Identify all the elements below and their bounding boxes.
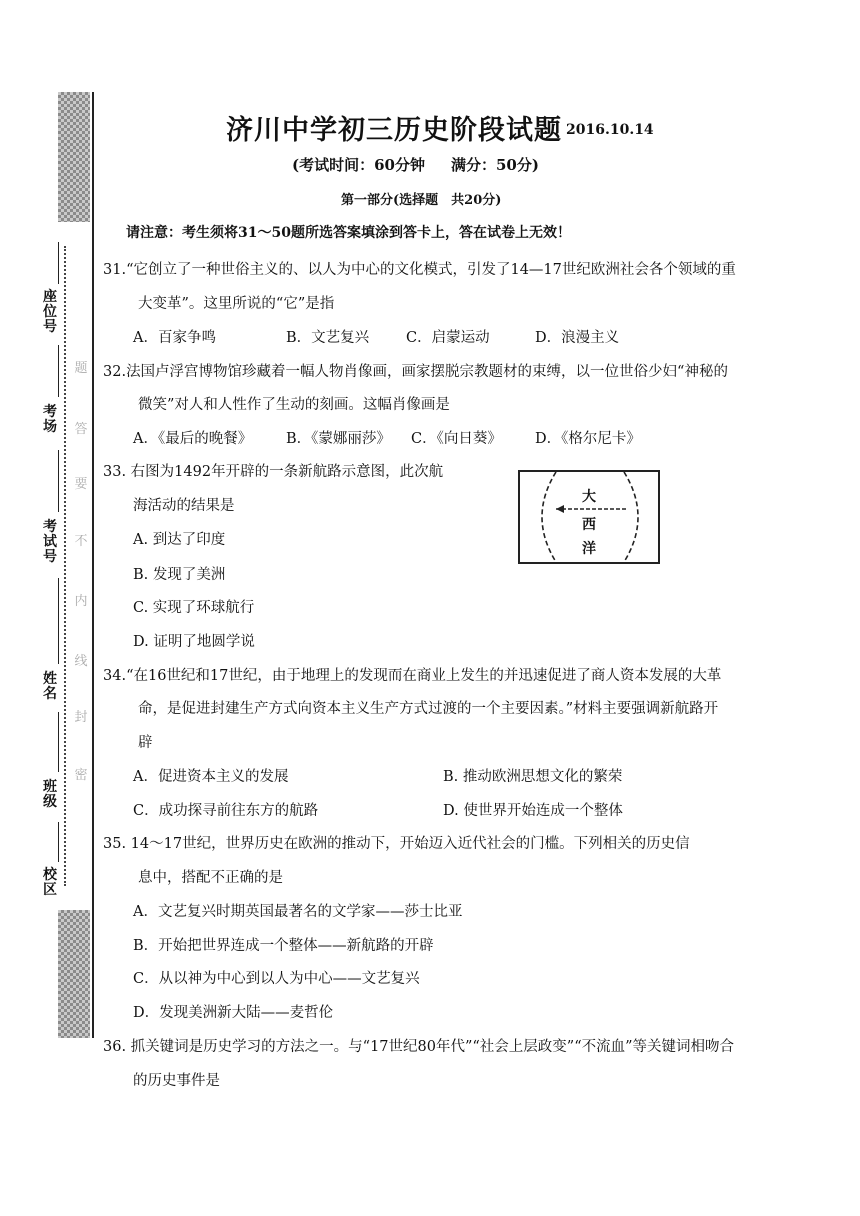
option-c: C．从以神为中心到以人为中心——文艺复兴 <box>133 971 420 987</box>
seal-char: 密 <box>74 768 88 783</box>
label-class: 班级 <box>43 779 57 810</box>
seal-char: 题 <box>74 361 88 376</box>
question-34 <box>103 664 721 685</box>
option-d: D．浪漫主义 <box>535 330 620 346</box>
question-36 <box>103 1035 734 1056</box>
fill-line <box>58 578 60 664</box>
option-d: D．发现美洲新大陆——麦哲伦 <box>133 1005 334 1021</box>
question-number: 31. <box>103 262 127 278</box>
fill-line <box>58 345 60 397</box>
question-text: 大变革”。这里所说的“它”是指 <box>138 296 335 312</box>
question-text: “在16世纪和17世纪，由于地理上的发现而在商业上发生的并迅速促进了商人资本发展的大革 <box>126 668 722 684</box>
question-text: 的历史事件是 <box>133 1073 220 1089</box>
question-text: 息中，搭配不正确的是 <box>138 870 283 886</box>
seal-char: 不 <box>74 534 88 549</box>
map-label: 西 <box>582 517 596 533</box>
option-b: B．开始把世界连成一个整体——新航路的开辟 <box>133 938 434 954</box>
option-a: A．《最后的晚餐》 <box>133 431 253 447</box>
checker-pattern-top <box>58 92 90 222</box>
fill-line <box>58 712 60 772</box>
label-exam-number: 考试号 <box>43 519 57 565</box>
binding-line <box>92 92 94 1038</box>
question-text: 抓关键词是历史学习的方法之一。与“17世纪80年代”“社会上层政变”“不流血”等关键词相吻合 <box>130 1039 735 1055</box>
exam-title: 济川中学初三历史阶段试题 <box>226 115 562 146</box>
route-arrow-icon <box>556 505 564 513</box>
seal-char: 内 <box>74 594 88 609</box>
fill-line <box>58 822 60 862</box>
option-c: C．《向日葵》 <box>411 431 502 447</box>
label-campus: 校区 <box>43 867 57 898</box>
question-31 <box>103 258 736 279</box>
exam-info <box>292 154 539 175</box>
option-a: A. 到达了印度 <box>133 532 226 548</box>
option-c: C. 实现了环球航行 <box>133 600 255 616</box>
option-c: C．成功探寻前往东方的航路 <box>133 803 319 819</box>
exam-date: 2016.10.14 <box>566 122 654 138</box>
question-number: 36. <box>103 1039 127 1055</box>
part-heading: 第一部分(选择题 共20分) <box>341 193 502 208</box>
seal-char: 线 <box>74 654 88 669</box>
fill-line <box>58 450 60 512</box>
question-text: 海活动的结果是 <box>133 498 235 514</box>
map-label: 洋 <box>582 541 596 557</box>
label-name: 姓名 <box>43 671 57 702</box>
option-a: A．促进资本主义的发展 <box>133 769 289 785</box>
exam-time: (考试时间：60分钟 <box>292 156 425 174</box>
fill-line <box>58 242 60 284</box>
option-a: A．百家争鸣 <box>133 330 216 346</box>
notice: 请注意：考生须将31～50题所选答案填涂到答卡上，答在试卷上无效！ <box>126 225 571 241</box>
option-b: B. 发现了美洲 <box>133 567 226 583</box>
label-exam-room: 考场 <box>43 404 57 435</box>
question-text: 法国卢浮宫博物馆珍藏着一幅人物肖像画，画家摆脱宗教题材的束缚，以一位世俗少妇“神秘的 <box>126 364 728 380</box>
question-text: “它创立了一种世俗主义的、以人为中心的文化模式，引发了14—17世纪欧洲社会各个领域的重 <box>126 262 736 278</box>
option-d: D. 证明了地圆学说 <box>133 634 255 650</box>
label-seat-number: 座位号 <box>43 289 57 335</box>
option-d: D. 使世界开始连成一个整体 <box>443 803 623 819</box>
binding-margin <box>0 0 110 1216</box>
checker-pattern-bottom <box>58 910 90 1038</box>
map-label: 大 <box>582 489 596 505</box>
question-number: 32. <box>103 364 127 380</box>
option-a: A．文艺复兴时期英国最著名的文学家——莎士比亚 <box>133 904 463 920</box>
coastline-left <box>542 472 556 562</box>
question-text: 命，是促进封建生产方式向资本主义生产方式过渡的一个主要因素。”材料主要强调新航路开 <box>138 701 719 717</box>
atlantic-route-map <box>518 470 660 564</box>
seal-char: 答 <box>74 422 88 437</box>
option-b: B．文艺复兴 <box>286 330 370 346</box>
option-b: B. 推动欧洲思想文化的繁荣 <box>443 769 623 785</box>
question-number: 33. <box>103 464 127 480</box>
question-35 <box>103 832 690 853</box>
question-32 <box>103 360 728 381</box>
question-text: 微笑”对人和人性作了生动的刻画。这幅肖像画是 <box>138 397 450 413</box>
dotted-seal-line <box>64 246 70 886</box>
seal-char: 封 <box>74 710 88 725</box>
option-c: C．启蒙运动 <box>406 330 490 346</box>
question-number: 35. <box>103 836 127 852</box>
question-text: 辟 <box>138 735 153 751</box>
option-b: B．《蒙娜丽莎》 <box>286 431 391 447</box>
question-text: 14～17世纪，世界历史在欧洲的推动下，开始迈入近代社会的门槛。下列相关的历史信 <box>130 836 690 852</box>
coastline-right <box>624 472 638 562</box>
question-number: 34. <box>103 668 127 684</box>
question-text: 右图为1492年开辟的一条新航路示意图，此次航 <box>130 464 444 480</box>
option-d: D．《格尔尼卡》 <box>535 431 641 447</box>
seal-char: 要 <box>74 477 88 492</box>
question-33 <box>103 460 443 481</box>
full-score: 满分：50分) <box>450 156 539 174</box>
